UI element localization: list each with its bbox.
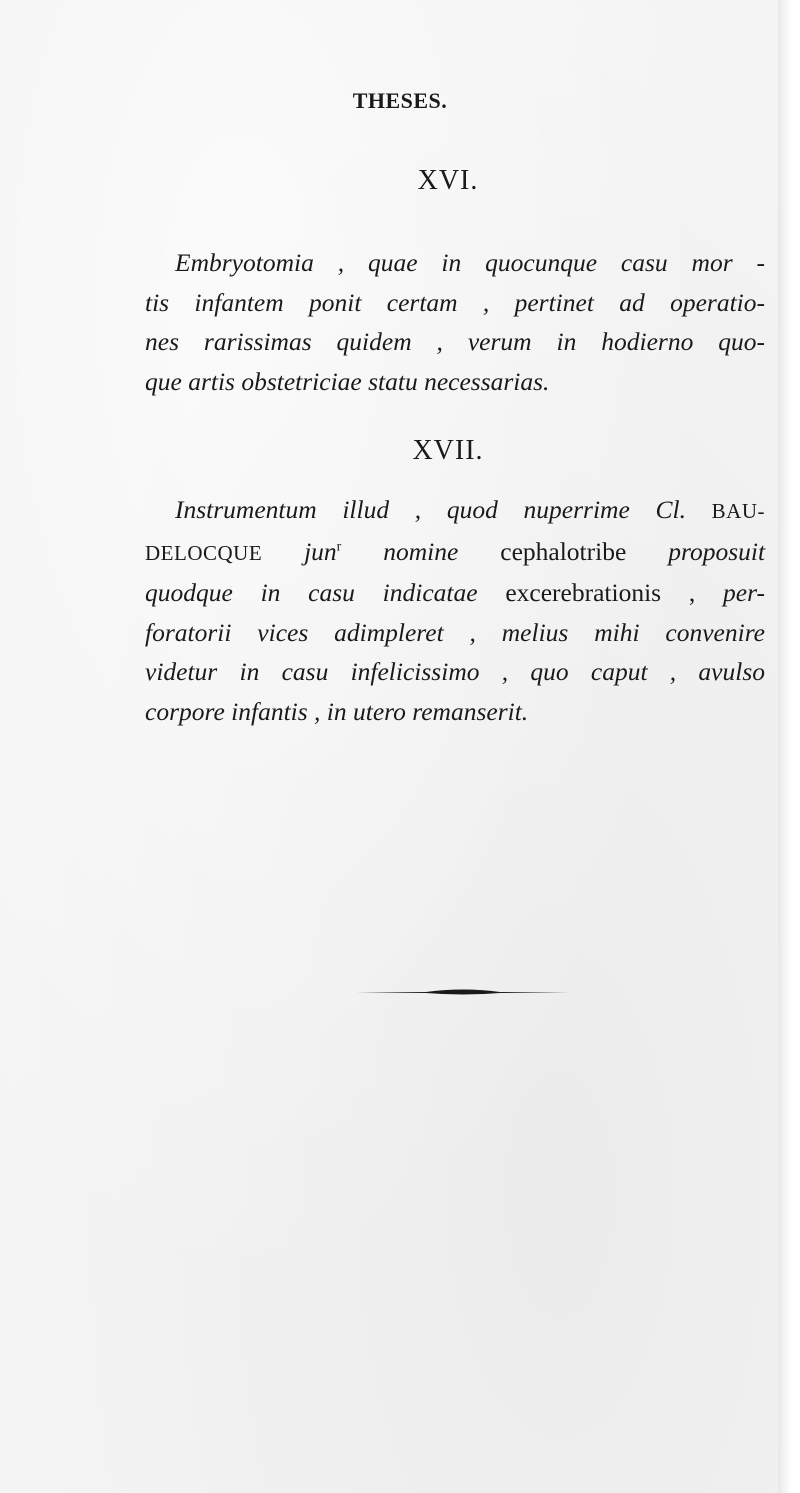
running-head: THESES.: [352, 88, 448, 113]
thesis-xvii-text: Instrumentum illud , quod nuperrime Cl.: [175, 495, 686, 524]
thesis-xvi-line: que artis obstetriciae statu necessarias.: [145, 366, 550, 396]
author-name-part: DELOCQUE: [145, 540, 263, 565]
thesis-xvii-line: [145, 573, 765, 613]
superscript: r: [336, 539, 342, 554]
roman-term: cephalotribe: [500, 536, 627, 566]
thesis-xvii-line: videtur in casu infelicissimo , quo caput , avulso: [145, 657, 765, 686]
thesis-xvii-paragraph: [145, 490, 765, 731]
thesis-xvii-text: per-: [723, 578, 765, 607]
thesis-xvii-text: jun: [304, 536, 337, 566]
thesis-xvii-text: nomine: [383, 536, 459, 566]
section-number-xvi: XVI.: [417, 165, 479, 196]
thesis-xvii-line: [145, 532, 765, 574]
author-name-part: BAU-: [711, 499, 765, 523]
page-edge-shadow: [778, 0, 800, 1493]
decorative-rule: [356, 986, 570, 996]
thesis-xvi-line: Embryotomia , quae in quocunque casu mor -: [175, 248, 765, 277]
thesis-xvi-paragraph: [145, 243, 765, 401]
section-number-xvii: XVII.: [412, 435, 484, 466]
thesis-xvii-line: [145, 490, 765, 532]
thesis-xvi-line: tis infantem ponit certam , pertinet ad operatio-: [145, 287, 765, 317]
thesis-xvi-line: nes rarissimas quidem , verum in hodierno quo-: [145, 327, 765, 356]
thesis-xvii-text: quodque in casu indicatae: [145, 578, 478, 607]
thesis-xvii-text: proposuit: [668, 536, 766, 566]
thesis-xvii-line: corpore infantis , in utero remanserit.: [145, 696, 529, 726]
thesis-xvii-line: foratorii vices adimpleret , melius mihi convenire: [145, 617, 765, 647]
roman-term: excerebrationis ,: [505, 578, 696, 607]
